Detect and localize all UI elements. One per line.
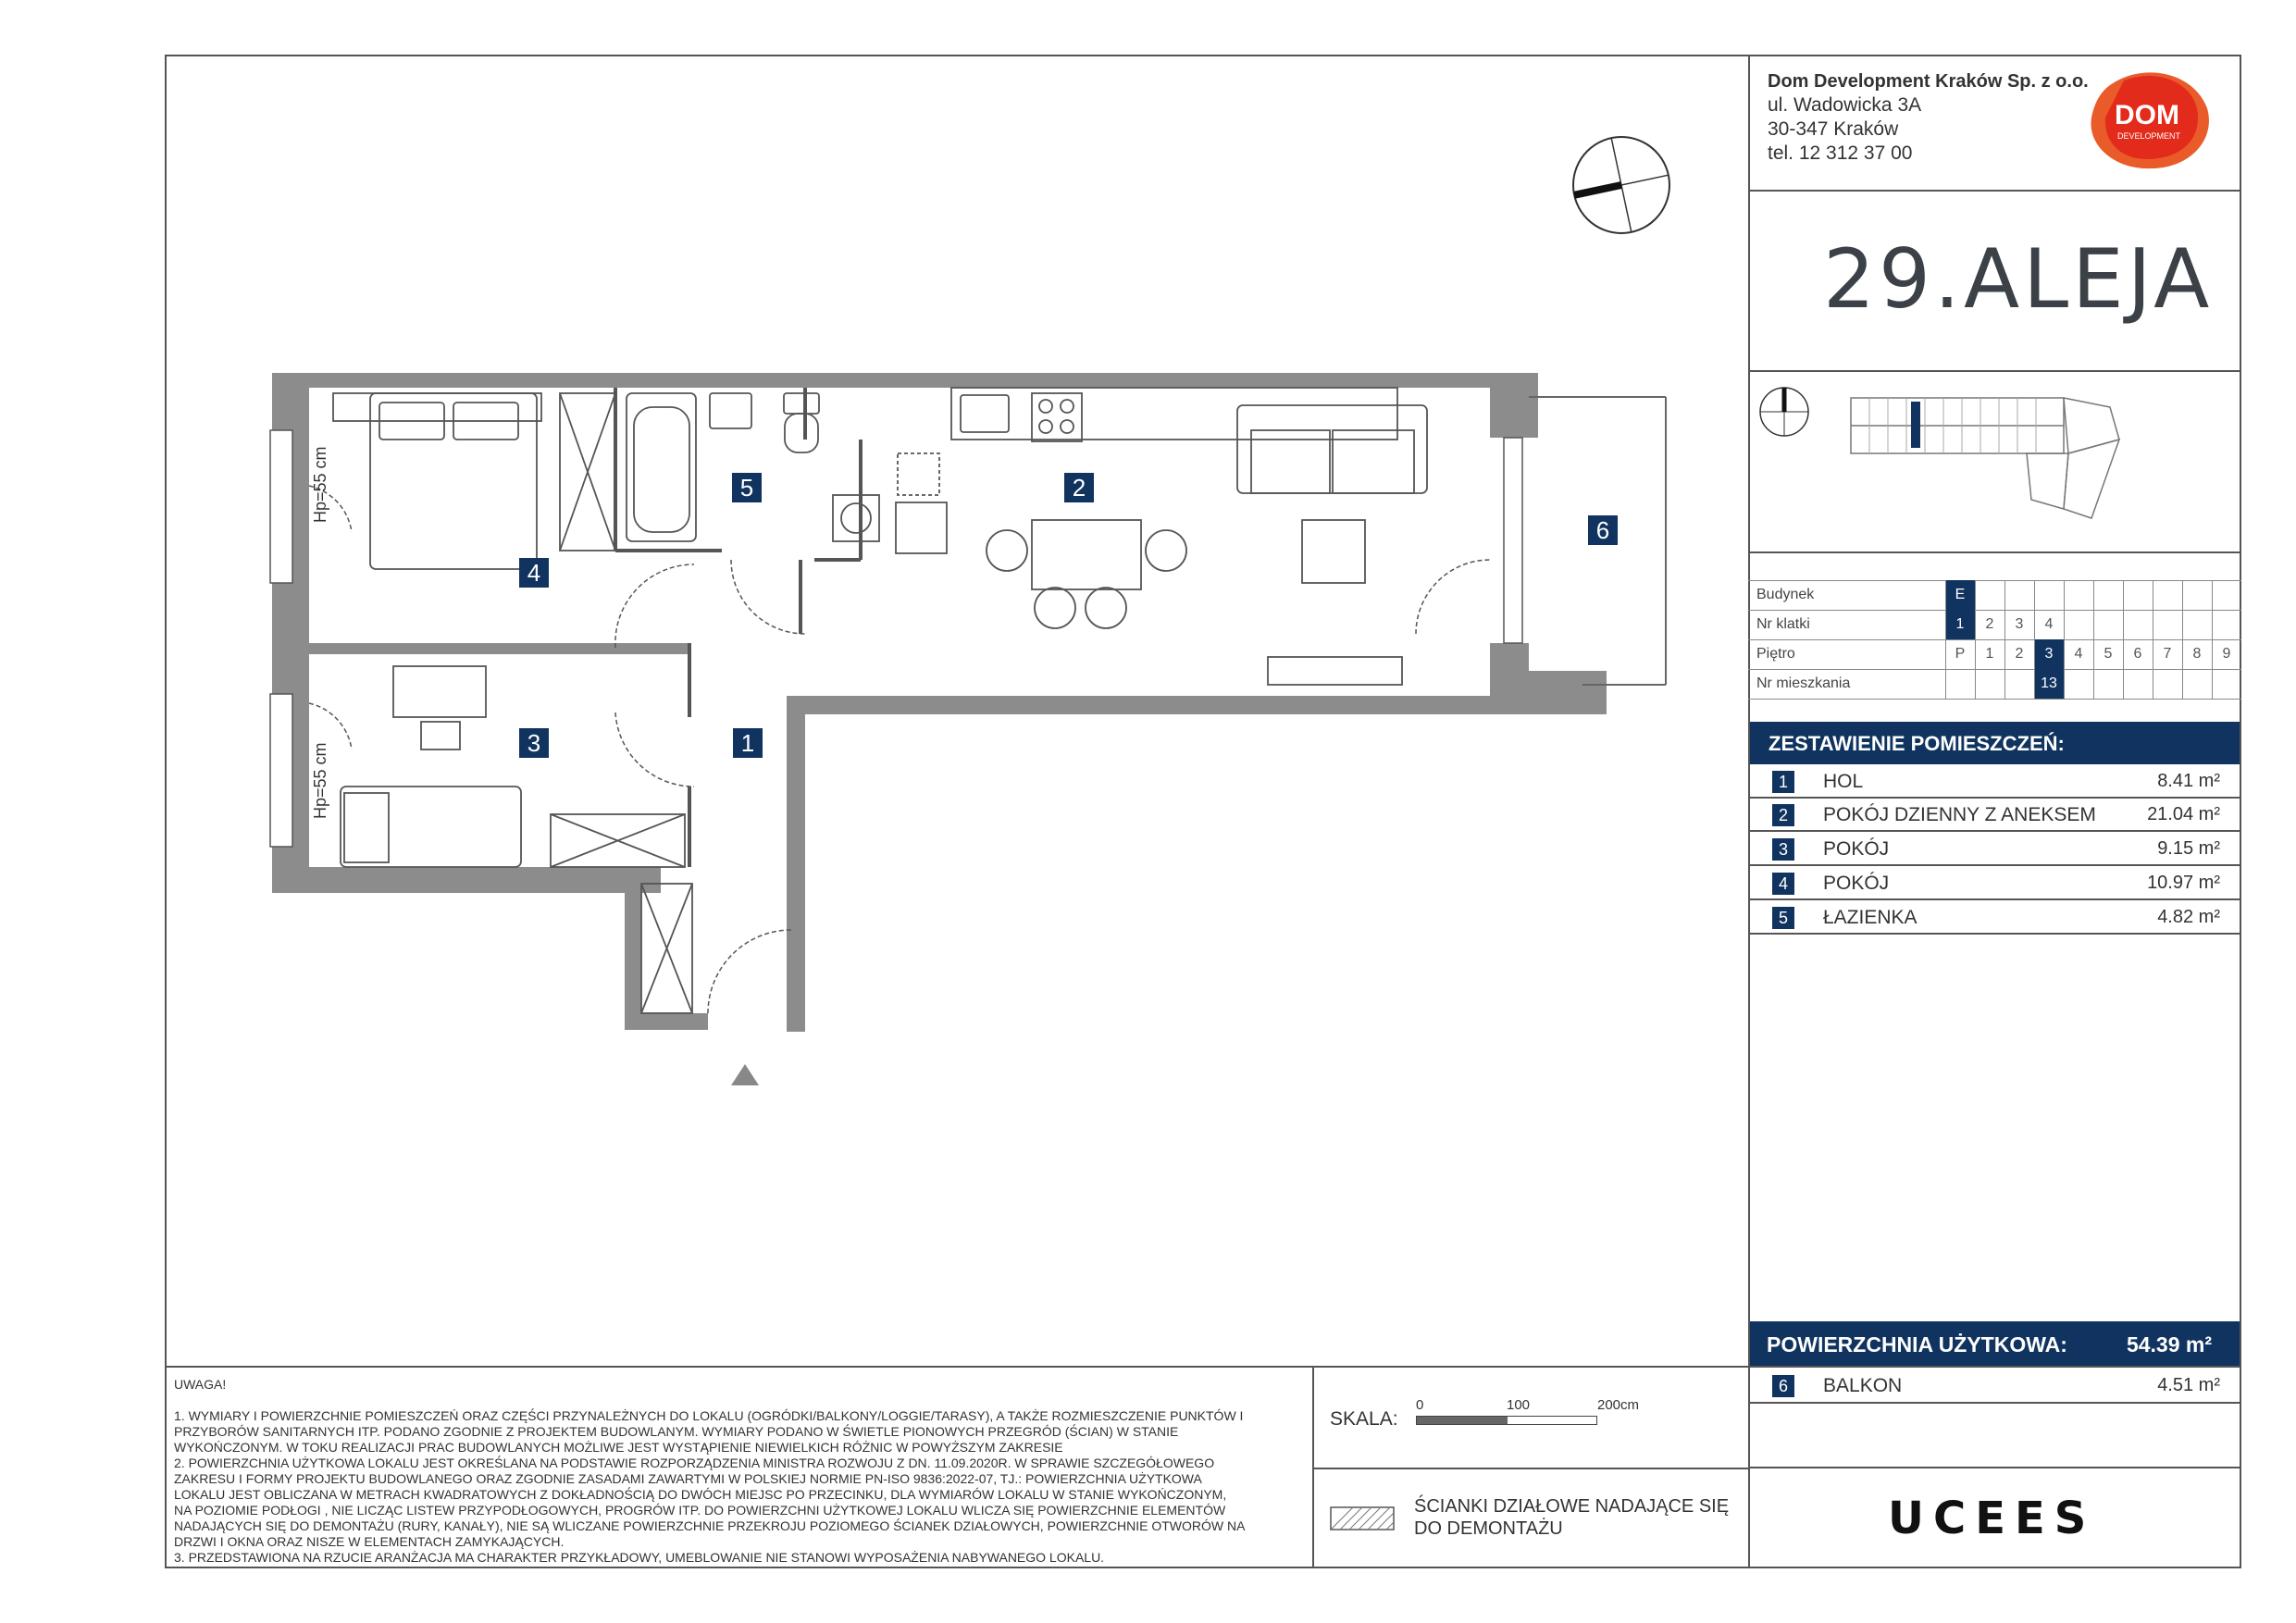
room-number-badge: 5 xyxy=(1772,907,1794,929)
panel-line xyxy=(1748,190,2241,192)
grid-cell-stairwell: 2 xyxy=(1985,616,1994,632)
room-area: 4.82 m² xyxy=(2157,907,2220,927)
ucees-logo-text: UCEES xyxy=(1888,1493,2096,1544)
notes-heading: UWAGA! xyxy=(174,1377,227,1392)
project-title: 29.ALEJA xyxy=(1823,231,2214,327)
plan-room-label-1: 1 xyxy=(733,728,763,758)
notes-divider xyxy=(165,1366,1749,1368)
room-area: 21.04 m² xyxy=(2147,804,2220,824)
grid-line xyxy=(2064,580,2065,699)
grid-line xyxy=(2093,580,2094,699)
grid-line xyxy=(2034,580,2035,699)
balcony-number-badge: 6 xyxy=(1772,1375,1794,1397)
room-name: POKÓJ xyxy=(1823,838,1890,860)
grid-line xyxy=(2004,580,2005,699)
company-phone: tel. 12 312 37 00 xyxy=(1768,142,1913,164)
ucees-logo xyxy=(1888,1494,2110,1542)
grid-cell-apartment: 13 xyxy=(2034,669,2064,699)
notes-line: WYKOŃCZONYM. W TOKU REALIZACJI PRAC BUDOWLANYCH MOŻLIWE JEST WYSTĄPIENIE NIEWIELKICH RÓŻNIC W POWYŻSZYM ZAKRESIE xyxy=(174,1440,1063,1455)
room-number-badge: 3 xyxy=(1772,838,1794,861)
notes-line: DRZWI I OKNA ORAZ NISZE W ELEMENTACH ZAMYKAJĄCYCH. xyxy=(174,1534,565,1549)
grid-cell-floor: 1 xyxy=(1985,646,1994,662)
notes-line: NA POZIOMIE PODŁOGI , NIE LICZĄC LISTEW PRZYPODŁOGOWYCH, PROGRÓW ITP. DO POWIERZCHNI UŻYTKOWEJ LOKALU WLICZA SIĘ POWIERZCHNIE ELEMENTÓW xyxy=(174,1503,1226,1518)
scale-bar-fill xyxy=(1417,1417,1508,1424)
plan-room-label-5: 5 xyxy=(732,473,762,502)
notes-block xyxy=(174,1377,1303,1566)
grid-cell-stairwell: 1 xyxy=(1945,610,1975,639)
room-name: ŁAZIENKA xyxy=(1823,907,1917,928)
scale-bar xyxy=(1416,1416,1597,1425)
panel-line xyxy=(1748,370,2241,372)
notes-line: LOKALU JEST OBLICZANA W METRACH KWADRATOWYCH Z DOKŁADNOŚCIĄ DO DWÓCH MIEJSC PO PRZECINKU, DLA WYMIARÓW LOKALU W STANIE WYKOŃCZONYM, xyxy=(174,1487,1227,1502)
grid-line xyxy=(1945,580,1946,699)
room-name: POKÓJ DZIENNY Z ANEKSEM xyxy=(1823,804,2096,825)
grid-cell-stairwell: 3 xyxy=(2015,616,2024,632)
grid-cell-floor: 5 xyxy=(2104,646,2113,662)
grid-line xyxy=(1748,699,2241,700)
dom-development-logo xyxy=(2087,67,2212,173)
window-height-note: Hp=55 cm xyxy=(311,742,329,819)
panel-line xyxy=(1748,551,2241,553)
room-name: HOL xyxy=(1823,771,1864,792)
grid-cell-floor: P xyxy=(1955,646,1966,662)
building-key-plan xyxy=(1842,389,2156,537)
scale-tick-200: 200cm xyxy=(1597,1397,1640,1413)
grid-cell-floor: 3 xyxy=(2034,639,2064,669)
scale-tick-0: 0 xyxy=(1416,1397,1424,1413)
scale-legend-divider xyxy=(1312,1468,1749,1469)
usable-area-value: 54.39 m² xyxy=(2126,1332,2212,1357)
grid-cell-floor: 8 xyxy=(2192,646,2202,662)
panel-line xyxy=(1748,1467,2241,1468)
legend-text xyxy=(1414,1495,1729,1540)
grid-cell-stairwell: 4 xyxy=(2044,616,2054,632)
scale-tick-100: 100 xyxy=(1507,1397,1531,1413)
hatched-wall-legend-icon xyxy=(1330,1506,1395,1530)
plan-room-label-4: 4 xyxy=(519,558,549,588)
legend-line: DO DEMONTAŻU xyxy=(1414,1518,1563,1539)
grid-line xyxy=(2123,580,2124,699)
compass-north-icon xyxy=(1569,132,1675,239)
room-area: 8.41 m² xyxy=(2157,771,2220,791)
panel-line xyxy=(1748,1366,2241,1368)
notes-line: 2. POWIERZCHNIA UŻYTKOWA LOKALU JEST OKREŚLANA NA PODSTAWIE ROZPORZĄDZENIA MINISTRA ROZWOJU Z DN. 11.09.2020R. W SPRAWIE SZCZEGÓŁOWEGO xyxy=(174,1456,1215,1470)
grid-cell-floor: 2 xyxy=(2015,646,2024,662)
grid-label-building: Budynek xyxy=(1756,587,1815,602)
grid-line xyxy=(2182,580,2183,699)
room-number-badge: 2 xyxy=(1772,804,1794,826)
grid-cell-floor: 6 xyxy=(2133,646,2142,662)
room-area: 9.15 m² xyxy=(2157,838,2220,859)
grid-line xyxy=(1975,580,1976,699)
notes-line: ZAKRESU I FORMY PROJEKTU BUDOWLANEGO ORAZ ZGODNIE ZASADAMI ZAWARTYMI W POLSKIEJ NORMIE PN-ISO 9836:2022-07, TJ.: POWIERZCHNIA UŻYTKOWA xyxy=(174,1471,1202,1486)
compass-small-icon xyxy=(1756,384,1812,440)
grid-line xyxy=(1748,669,2241,670)
notes-line: PRZYBORÓW SANITARNYCH ITP. PODANO ZGODNIE Z PROJEKTEM BUDOWLANYM. WYMIARY PODANO W ŚWIETLE PIONOWYCH PRZEGRÓD (ŚCIAN) W STANIE xyxy=(174,1424,1179,1439)
svg-text:DEVELOPMENT: DEVELOPMENT xyxy=(2116,131,2181,141)
notes-line: 3. PRZEDSTAWIONA NA RZUCIE ARANŻACJA MA CHARAKTER PRZYKŁADOWY, UMEBLOWANIE NIE STANOWI WYPOSAŻENIA NABYWANEGO LOKALU. xyxy=(174,1550,1105,1565)
grid-cell-floor: 7 xyxy=(2163,646,2172,662)
room-area: 10.97 m² xyxy=(2147,873,2220,893)
scale-label: SKALA: xyxy=(1330,1408,1398,1430)
grid-cell-floor: 9 xyxy=(2222,646,2231,662)
company-street: ul. Wadowicka 3A xyxy=(1768,94,1922,116)
floor-plan xyxy=(259,365,1684,1087)
rooms-header: ZESTAWIENIE POMIESZCZEŃ: xyxy=(1750,722,2240,764)
company-city: 30-347 Kraków xyxy=(1768,118,1899,140)
plan-room-label-2: 2 xyxy=(1064,473,1094,502)
plan-room-label-3: 3 xyxy=(519,728,549,758)
svg-text:DOM: DOM xyxy=(2115,100,2179,130)
grid-label-apartment: Nr mieszkania xyxy=(1756,675,1851,691)
usable-area-label: POWIERZCHNIA UŻYTKOWA: xyxy=(1767,1332,2067,1357)
grid-label-stairwell: Nr klatki xyxy=(1756,616,1810,632)
usable-area-bar xyxy=(1750,1321,2240,1366)
room-number-badge: 4 xyxy=(1772,873,1794,895)
company-name: Dom Development Kraków Sp. z o.o. xyxy=(1768,71,2089,92)
notes-line: NADAJĄCYCH SIĘ DO DEMONTAŻU (RURY, KANAŁY), NIE SĄ WLICZANE POWIERZCHNIE PRZEKROJU POZIOMEGO ŚCIANEK DZIAŁOWYCH, POWIERZCHNIE OTWORÓW NA xyxy=(174,1518,1246,1533)
grid-line xyxy=(1748,580,2241,581)
legend-line: ŚCIANKI DZIAŁOWE NADAJĄCE SIĘ xyxy=(1414,1496,1730,1517)
plan-room-label-6: 6 xyxy=(1588,515,1618,545)
balcony-name: BALKON xyxy=(1823,1375,1903,1396)
balcony-area: 4.51 m² xyxy=(2157,1375,2220,1395)
notes-line: 1. WYMIARY I POWIERZCHNIE POMIESZCZEŃ ORAZ CZĘŚCI PRZYNALEŻNYCH DO LOKALU (OGRÓDKI/BALKONY/LOGGIE/TARASY), A TAKŻE ROZMIESZCZENIE PUNKTÓW I xyxy=(174,1408,1244,1423)
grid-cell-floor: 4 xyxy=(2074,646,2083,662)
grid-cell-building: E xyxy=(1945,580,1975,610)
window-height-note: Hp=55 cm xyxy=(311,446,329,523)
room-name: POKÓJ xyxy=(1823,873,1890,894)
notes-scale-divider xyxy=(1312,1366,1314,1567)
company-info xyxy=(1768,69,2089,166)
room-number-badge: 1 xyxy=(1772,771,1794,793)
grid-line xyxy=(2212,580,2213,699)
grid-label-floor: Piętro xyxy=(1756,646,1795,662)
